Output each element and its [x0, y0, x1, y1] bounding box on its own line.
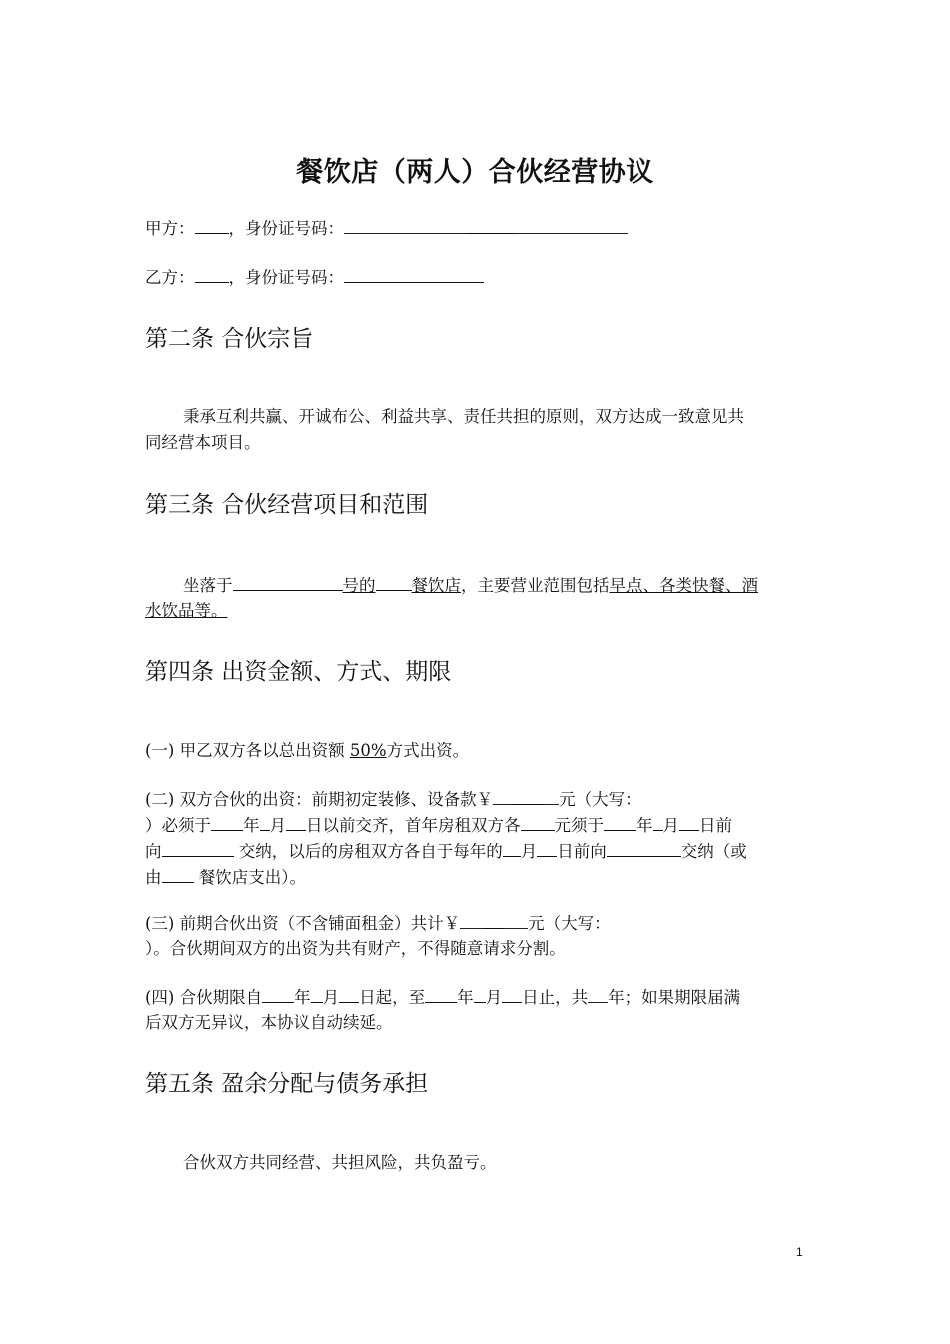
- item-2-text-d: 日以前交齐，首年房租双方各: [306, 816, 521, 835]
- item-2-month-label-3: 月: [520, 842, 538, 861]
- item-2-text-c: ）必须于: [145, 816, 211, 835]
- party-a-id-blank-2[interactable]: [468, 215, 514, 234]
- item-2-text-h: 交纳，以后的房租双方各自于每年的: [233, 842, 503, 861]
- scope-items-continued: 水饮品等。: [145, 601, 228, 620]
- item-3-text-b: 元（大写：: [528, 914, 611, 933]
- number-label: 号的: [342, 576, 376, 595]
- item-4-line-2: 后双方无异议，本协议自动续延。: [145, 1013, 393, 1032]
- party-a-id-blank-3[interactable]: [514, 215, 628, 234]
- party-b-id-label: ，身份证号码：: [228, 268, 344, 287]
- item-2-month-label-1: 月: [269, 816, 286, 835]
- item-2-year-blank-2[interactable]: [604, 812, 636, 831]
- item-2-month-blank-1[interactable]: [260, 812, 270, 831]
- location-blank[interactable]: [233, 572, 343, 591]
- item-2-shop-blank[interactable]: [162, 864, 194, 883]
- section-2-heading: 第二条 合伙宗旨: [145, 326, 314, 352]
- section-2-text-line-1: 秉承互利共赢、开诚布公、利益共享、责任共担的原则，双方达成一致意见共: [183, 407, 744, 426]
- item-4-month-label-1: 月: [322, 988, 340, 1007]
- section-3-text-line-1: [145, 572, 848, 599]
- item-2-month-blank-2[interactable]: [653, 812, 663, 831]
- scope-items: 早点、各类快餐、酒: [609, 576, 758, 595]
- item-1-line: [145, 738, 810, 764]
- item-3-line-2: ）。合伙期间双方的出资为共有财产，不得随意请求分割。: [145, 939, 566, 958]
- section-3-text-line-2: [145, 598, 810, 624]
- item-2-day-blank-2[interactable]: [679, 812, 699, 831]
- item-2-year-label-2: 年: [636, 816, 653, 835]
- item-1-text-b: 方式出资。: [386, 741, 470, 760]
- item-2-day-blank-3[interactable]: [537, 838, 557, 857]
- item-1-percent: 50%: [349, 741, 387, 760]
- item-4-text-c: 日止，共: [522, 988, 589, 1007]
- item-3-amount-blank-c[interactable]: [504, 910, 528, 929]
- shop-label: 餐饮店: [411, 576, 461, 595]
- section-3-heading: 第三条 合伙经营项目和范围: [145, 492, 429, 518]
- party-b-label: 乙方：: [145, 268, 195, 287]
- item-2-text-e: 元须于: [554, 816, 604, 835]
- item-4-end-day-blank[interactable]: [502, 984, 522, 1003]
- item-4-end-month-blank[interactable]: [474, 984, 486, 1003]
- page-number: 1: [796, 1245, 803, 1259]
- item-2-text-f: 日前: [699, 816, 732, 835]
- item-2-day-blank-1[interactable]: [286, 812, 306, 831]
- item-3-text-a: (三) 前期合伙出资（不含铺面租金）共计￥: [145, 914, 461, 933]
- item-4-month-label-2: 月: [485, 988, 503, 1007]
- item-2-text-j: 交纳（或: [680, 842, 747, 861]
- item-4-start-year-blank[interactable]: [262, 984, 294, 1003]
- item-4-start-day-blank[interactable]: [339, 984, 359, 1003]
- party-a-line: [145, 215, 810, 242]
- item-4-text-d: 年；如果期限届满: [608, 988, 741, 1007]
- item-2-line-2: [145, 812, 810, 839]
- item-4-year-label-2: 年: [457, 988, 474, 1007]
- item-2-amount-blank-b[interactable]: [511, 786, 543, 805]
- item-2-rent-blank[interactable]: [521, 812, 555, 831]
- item-1-text-a: (一) 甲乙双方各以总出资额: [145, 741, 350, 760]
- section-2-text-line-2: 同经营本项目。: [145, 433, 261, 452]
- item-3-line-1: [145, 910, 810, 937]
- item-2-payee-blank-1[interactable]: [162, 838, 234, 857]
- item-4-text-b: 日起，至: [359, 988, 426, 1007]
- item-4-start-month-blank[interactable]: [311, 984, 323, 1003]
- item-4-line-1: [145, 984, 810, 1011]
- item-2-text-k: 由: [145, 868, 162, 887]
- item-4-text-a: (四) 合伙期限自: [145, 988, 263, 1007]
- item-2-text-l: 餐饮店支出）。: [193, 868, 306, 887]
- item-2-text-a: (二) 双方合伙的出资：前期初定装修、设备款￥: [145, 790, 494, 809]
- item-4-end-year-blank[interactable]: [425, 984, 457, 1003]
- item-2-line-1: [145, 786, 810, 813]
- party-a-name-blank[interactable]: [195, 215, 229, 234]
- item-2-year-blank-1[interactable]: [211, 812, 243, 831]
- item-2-payee-blank-2[interactable]: [607, 838, 681, 857]
- section-4-heading: 第四条 出资金额、方式、期限: [145, 659, 452, 685]
- item-2-amount-blank-c[interactable]: [543, 786, 559, 805]
- party-b-name-blank[interactable]: [195, 264, 229, 283]
- party-a-id-blank-1[interactable]: [344, 215, 468, 234]
- item-3-amount-blank-a[interactable]: [460, 910, 484, 929]
- item-2-year-label-1: 年: [243, 816, 260, 835]
- item-2-month-label-2: 月: [662, 816, 679, 835]
- item-2-month-blank-3[interactable]: [503, 838, 521, 857]
- item-2-amount-blank-a[interactable]: [493, 786, 511, 805]
- item-4-year-label-1: 年: [294, 988, 311, 1007]
- party-b-line: [145, 264, 810, 291]
- shop-name-blank[interactable]: [376, 572, 412, 591]
- item-2-text-b: 元（大写：: [559, 790, 642, 809]
- item-4-total-years-blank[interactable]: [588, 984, 608, 1003]
- party-a-id-label: ，身份证号码：: [228, 219, 344, 238]
- section-5-text-line-1: 合伙双方共同经营、共担风险，共负盈亏。: [183, 1153, 497, 1172]
- item-2-line-3: [145, 838, 810, 865]
- item-2-text-g: 向: [145, 842, 162, 861]
- party-a-label: 甲方：: [145, 219, 195, 238]
- item-2-line-4: [145, 864, 810, 891]
- location-label: 坐落于: [183, 576, 233, 595]
- party-b-id-blank[interactable]: [344, 264, 484, 283]
- section-5-heading: 第五条 盈余分配与债务承担: [145, 1071, 429, 1097]
- scope-label: ，主要营业范围包括: [461, 576, 610, 595]
- document-title: 餐饮店（两人）合伙经营协议: [296, 157, 654, 188]
- item-2-text-i: 日前向: [557, 842, 607, 861]
- item-3-amount-blank-b[interactable]: [484, 910, 504, 929]
